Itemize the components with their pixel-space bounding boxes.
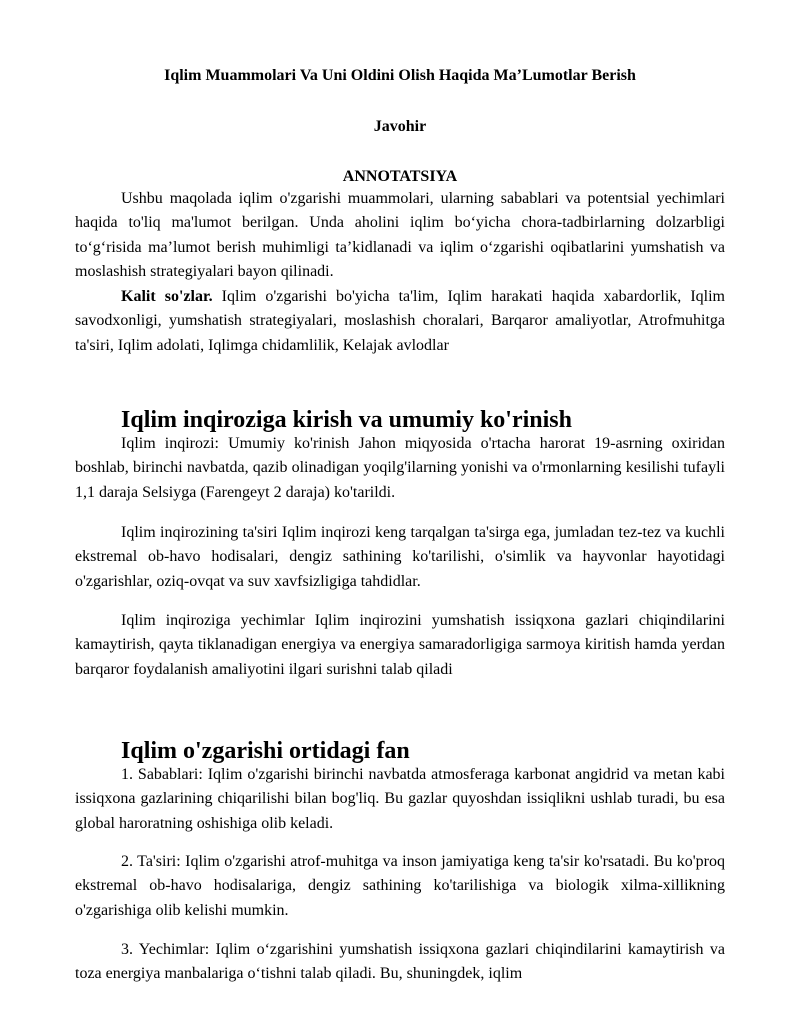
annotation-heading: ANNOTATSIYA: [342, 168, 458, 185]
section-heading-climate-crisis: Iqlim inqiroziga kirish va umumiy ko'rinish: [121, 407, 572, 433]
paragraph: 3. Yechimlar: Iqlim o‘zgarishini yumshatish issiqxona gazlari chiqindilarini kamaytirish va toza energiya manbalariga o‘tishni talab qiladi. Bu, shuningdek, iqlim: [75, 941, 725, 983]
annotation-paragraph: Ushbu maqolada iqlim o'zgarishi muammolari, ularning sabablari va potentsial yechimlari haqida to'liq ma'lumot berilgan. Unda aholini iqlim bo‘yicha chora-tadbirlarning dolzarbligi to‘g‘risida ma’lumot berish muhimligi ta’kidlanadi va iqlim o‘zgarishi oqibatlarini yumshatish va moslashish strategiyalari bayon qilinadi.: [75, 190, 725, 280]
paragraph: Iqlim inqirozining ta'siri Iqlim inqirozi keng tarqalgan ta'sirga ega, jumladan tez-tez va kuchli ekstremal ob-havo hodisalari, dengiz sathining ko'tarilishi, o'simlik va hayvonlar hayotidagi o'zgarishlar, oziq-ovqat va suv xavfsizligiga tahdidlar.: [75, 524, 725, 590]
keywords-label: Kalit so'zlar.: [121, 288, 213, 305]
paragraph: Iqlim inqiroziga yechimlar Iqlim inqirozini yumshatish issiqxona gazlari chiqindilarini kamaytirish, qayta tiklanadigan energiya va energiya samaradorligiga sarmoya kiritish hamda yerdan barqaror foydalanish amaliyotini ilgari surishni talab qiladi: [75, 612, 725, 678]
keywords-paragraph: [75, 285, 725, 358]
paragraph: 1. Sabablari: Iqlim o'zgarishi birinchi navbatda atmosferaga karbonat angidrid va metan kabi issiqxona gazlarining chiqarilishi bilan bog'liq. Bu gazlar quyoshdan issiqlikni ushlab turadi, bu esa global haroratning oshishiga olib keladi.: [75, 766, 725, 832]
section-heading-climate-science: Iqlim o'zgarishi ortidagi fan: [121, 738, 410, 764]
author-name: Javohir: [373, 118, 427, 135]
paragraph: Iqlim inqirozi: Umumiy ko'rinish Jahon miqyosida o'rtacha harorat 19-asrning oxiridan boshlab, birinchi navbatda, qazib olinadigan yoqilg'ilarning yonishi va o'rmonlarning kesilishi tufayli 1,1 daraja Selsiyga (Farengeyt 2 daraja) ko'tarildi.: [75, 435, 725, 501]
paragraph: 2. Ta'siri: Iqlim o'zgarishi atrof-muhitga va inson jamiyatiga keng ta'sir ko'rsatadi. Bu ko'proq ekstremal ob-havo hodisalariga, dengiz sathining ko'tarilishiga va biologik xilma-xillikning o'zgarishiga olib kelishi mumkin.: [75, 853, 725, 919]
keywords-text: Iqlim o'zgarishi bo'yicha ta'lim, Iqlim harakati haqida xabardorlik, Iqlim savodxonligi, yumshatish strategiyalari, moslashish choralari, Barqaror amaliyotlar, Atrofmuhitga ta'siri, Iqlim adolati, Iqlimga chidamlilik, Kelajak avlodlar: [75, 288, 725, 354]
document-title: Iqlim Muammolari Va Uni Oldini Olish Haqida Ma’Lumotlar Berish: [164, 67, 636, 84]
